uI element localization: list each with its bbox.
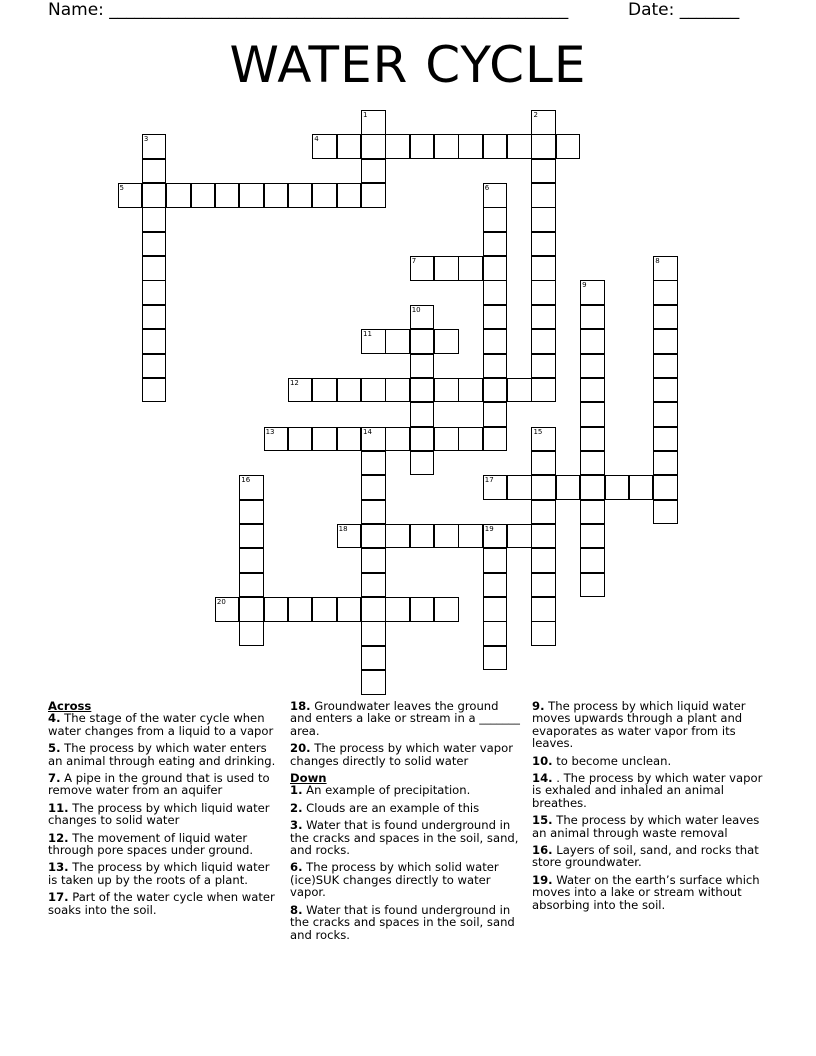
- crossword-cell[interactable]: [653, 305, 678, 330]
- crossword-cell[interactable]: [507, 524, 532, 549]
- clue-text: Groundwater leaves the ground and enters a lake or stream in a _______ area.: [290, 699, 520, 738]
- clue-number: 2.: [290, 800, 303, 815]
- crossword-cell[interactable]: [385, 134, 410, 159]
- crossword-cell[interactable]: [531, 159, 556, 184]
- crossword-cell[interactable]: [483, 256, 508, 281]
- crossword-cell[interactable]: [410, 427, 435, 452]
- crossword-cell[interactable]: [337, 427, 362, 452]
- crossword-cell[interactable]: [410, 305, 435, 330]
- crossword-cell[interactable]: [288, 183, 313, 208]
- crossword-cell[interactable]: [483, 646, 508, 671]
- crossword-cell[interactable]: [507, 134, 532, 159]
- crossword-cell[interactable]: [531, 183, 556, 208]
- clue-number-label: 11: [363, 330, 372, 339]
- clue-item: [532, 700, 764, 750]
- crossword-cell[interactable]: [458, 256, 483, 281]
- crossword-cell[interactable]: [434, 597, 459, 622]
- crossword-cell[interactable]: [531, 548, 556, 573]
- crossword-cell[interactable]: [410, 402, 435, 427]
- clue-number: 17.: [48, 890, 69, 905]
- crossword-cell[interactable]: [410, 134, 435, 159]
- crossword-cell[interactable]: [629, 475, 654, 500]
- crossword-cell[interactable]: [605, 475, 630, 500]
- crossword-cell[interactable]: [312, 597, 337, 622]
- crossword-cell[interactable]: [312, 134, 337, 159]
- clue-item: [290, 700, 522, 737]
- crossword-cell[interactable]: [653, 378, 678, 403]
- crossword-cell[interactable]: [483, 402, 508, 427]
- crossword-cell[interactable]: [191, 183, 216, 208]
- clue-item: [48, 742, 280, 767]
- crossword-cell[interactable]: [361, 500, 386, 525]
- crossword-cell[interactable]: [653, 475, 678, 500]
- crossword-cell[interactable]: [288, 427, 313, 452]
- clue-item: [290, 819, 522, 856]
- crossword-cell[interactable]: [410, 378, 435, 403]
- clue-number-label: 3: [143, 135, 149, 144]
- clue-text: Water that is found underground in the cracks and spaces in the soil, sand and rocks.: [290, 902, 515, 942]
- crossword-cell[interactable]: [653, 427, 678, 452]
- clue-text: Water on the earth’s surface which moves into a lake or stream without absorbing into the soil.: [532, 872, 760, 912]
- crossword-cell[interactable]: [531, 500, 556, 525]
- crossword-cell[interactable]: [483, 378, 508, 403]
- clue-text: An example of precipitation.: [306, 783, 471, 798]
- clue-text: The process by which liquid water changes to solid water: [48, 800, 270, 828]
- crossword-cell[interactable]: [385, 427, 410, 452]
- crossword-cell[interactable]: [312, 183, 337, 208]
- crossword-cell[interactable]: [337, 597, 362, 622]
- crossword-cell[interactable]: [239, 573, 264, 598]
- crossword-cell[interactable]: [361, 524, 386, 549]
- crossword-cell[interactable]: [507, 378, 532, 403]
- crossword-cell[interactable]: [531, 427, 556, 452]
- clue-item: [532, 814, 764, 839]
- clue-number-label: 1: [363, 111, 368, 119]
- crossword-cell[interactable]: [410, 597, 435, 622]
- crossword-cell[interactable]: [483, 134, 508, 159]
- clue-number: 19.: [532, 872, 553, 887]
- crossword-cell[interactable]: [580, 305, 605, 330]
- crossword-cell[interactable]: [531, 305, 556, 330]
- clue-item: [48, 832, 280, 857]
- crossword-cell[interactable]: [458, 427, 483, 452]
- crossword-cell[interactable]: [361, 427, 386, 452]
- clue-number-label: 9: [582, 281, 587, 290]
- crossword-cell[interactable]: [653, 280, 678, 305]
- crossword-cell[interactable]: [239, 500, 264, 525]
- crossword-cell[interactable]: [653, 451, 678, 476]
- crossword-cell[interactable]: [361, 110, 386, 135]
- clue-item: [290, 861, 522, 898]
- crossword-cell[interactable]: [264, 597, 289, 622]
- clue-number: 3.: [290, 818, 303, 833]
- crossword-cell[interactable]: [434, 256, 459, 281]
- crossword-cell[interactable]: [142, 280, 167, 305]
- crossword-cell[interactable]: [483, 280, 508, 305]
- crossword-cell[interactable]: [507, 475, 532, 500]
- clue-item: [48, 891, 280, 916]
- clue-number: 18.: [290, 699, 311, 713]
- crossword-cell[interactable]: [361, 670, 386, 695]
- crossword-cell[interactable]: [531, 573, 556, 598]
- crossword-cell[interactable]: [531, 329, 556, 354]
- crossword-cell[interactable]: [239, 548, 264, 573]
- crossword-cell[interactable]: [434, 524, 459, 549]
- crossword-cell[interactable]: [434, 378, 459, 403]
- crossword-cell[interactable]: [434, 134, 459, 159]
- clue-number: 15.: [532, 813, 553, 828]
- crossword-cell[interactable]: [361, 475, 386, 500]
- crossword-cell[interactable]: [434, 329, 459, 354]
- crossword-cell[interactable]: [142, 159, 167, 184]
- crossword-cell[interactable]: [410, 256, 435, 281]
- crossword-cell[interactable]: [483, 329, 508, 354]
- clue-section-heading: Down: [290, 771, 327, 786]
- crossword-cell[interactable]: [410, 329, 435, 354]
- crossword-cell[interactable]: [288, 378, 313, 403]
- crossword-cell[interactable]: [337, 378, 362, 403]
- clue-number: 7.: [48, 771, 61, 786]
- clue-number-label: 15: [533, 427, 543, 436]
- crossword-cell[interactable]: [361, 183, 386, 208]
- crossword-cell[interactable]: [142, 354, 167, 379]
- clue-number-label: 6: [484, 184, 490, 193]
- page-title: WATER CYCLE: [229, 36, 587, 94]
- clue-text: Water that is found underground in the cracks and spaces in the soil, sand, and rocks.: [290, 818, 519, 858]
- crossword-cell[interactable]: [337, 183, 362, 208]
- crossword-cell[interactable]: [531, 207, 556, 232]
- crossword-cell[interactable]: [531, 134, 556, 159]
- crossword-cell[interactable]: [361, 378, 386, 403]
- clue-item: [532, 772, 764, 809]
- crossword-cell[interactable]: [580, 500, 605, 525]
- crossword-cell[interactable]: [361, 573, 386, 598]
- crossword-cell[interactable]: [483, 183, 508, 208]
- clue-section-heading: Across: [48, 699, 92, 713]
- crossword-cell[interactable]: [361, 159, 386, 184]
- clue-text: The process by which water leaves an animal through waste removal: [532, 813, 760, 840]
- crossword-cell[interactable]: [580, 548, 605, 573]
- crossword-cell[interactable]: [483, 597, 508, 622]
- crossword-cell[interactable]: [410, 524, 435, 549]
- crossword-cell[interactable]: [361, 548, 386, 573]
- crossword-cell[interactable]: [531, 110, 556, 135]
- crossword-cell[interactable]: [556, 134, 581, 159]
- crossword-cell[interactable]: [531, 256, 556, 281]
- clue-number-label: 8: [655, 257, 660, 266]
- clue-item: [290, 904, 522, 941]
- clue-number: 6.: [290, 860, 303, 875]
- crossword-cell[interactable]: [653, 329, 678, 354]
- clue-item: [290, 742, 522, 767]
- clue-item: [48, 861, 280, 886]
- crossword-cell[interactable]: [142, 134, 167, 159]
- clue-number-label: 7: [411, 257, 417, 266]
- clue-text: The movement of liquid water through pore spaces under ground.: [48, 830, 254, 858]
- crossword-cell[interactable]: [531, 280, 556, 305]
- clue-number: 13.: [48, 860, 69, 875]
- crossword-cell[interactable]: [483, 524, 508, 549]
- clue-text: The process by which liquid water moves upwards through a plant and evaporates as water vapor from its leaves.: [532, 699, 746, 751]
- clue-item: [532, 755, 764, 767]
- crossword-cell[interactable]: [361, 646, 386, 671]
- crossword-cell[interactable]: [239, 597, 264, 622]
- crossword-cell[interactable]: [410, 354, 435, 379]
- clue-number-label: 19: [484, 524, 494, 533]
- clue-number: 9.: [532, 699, 545, 713]
- clue-number: 4.: [48, 711, 61, 726]
- crossword-cell[interactable]: [337, 134, 362, 159]
- crossword-cell[interactable]: [580, 378, 605, 403]
- clue-number-label: 17: [484, 476, 494, 485]
- crossword-cell[interactable]: [580, 280, 605, 305]
- crossword-cell[interactable]: [580, 524, 605, 549]
- clue-item: [290, 802, 522, 814]
- clue-number-label: 20: [216, 598, 226, 606]
- crossword-cell[interactable]: [483, 354, 508, 379]
- crossword-cell[interactable]: [239, 524, 264, 549]
- crossword-cell[interactable]: [580, 451, 605, 476]
- crossword-cell[interactable]: [483, 475, 508, 500]
- clue-number: 14.: [532, 771, 553, 786]
- crossword-cell[interactable]: [483, 573, 508, 598]
- crossword-cell[interactable]: [288, 597, 313, 622]
- crossword-cell[interactable]: [580, 427, 605, 452]
- clue-text: Layers of soil, sand, and rocks that store groundwater.: [532, 843, 759, 870]
- crossword-cell[interactable]: [531, 232, 556, 257]
- clue-number: 1.: [290, 783, 303, 798]
- clue-text: . The process by which water vapor is exhaled and inhaled an animal breathes.: [532, 771, 763, 810]
- clue-number: 10.: [532, 753, 553, 768]
- clue-number: 12.: [48, 830, 69, 845]
- crossword-cell[interactable]: [142, 232, 167, 257]
- crossword-cell[interactable]: [264, 427, 289, 452]
- crossword-cell[interactable]: [531, 524, 556, 549]
- clue-text: The process by which water enters an animal through eating and drinking.: [48, 741, 276, 768]
- crossword-cell[interactable]: [410, 451, 435, 476]
- crossword-cell[interactable]: [337, 524, 362, 549]
- clue-number: 16.: [532, 843, 553, 858]
- crossword-cell[interactable]: [312, 427, 337, 452]
- clue-text: The process by which water vapor changes directly to solid water: [290, 741, 513, 768]
- clue-number-label: 14: [363, 427, 372, 436]
- crossword-cell[interactable]: [385, 378, 410, 403]
- crossword-cell[interactable]: [531, 597, 556, 622]
- crossword-cell[interactable]: [653, 256, 678, 281]
- crossword-cell[interactable]: [483, 207, 508, 232]
- crossword-cell[interactable]: [653, 402, 678, 427]
- clue-item: [532, 874, 764, 911]
- crossword-cell[interactable]: [215, 183, 240, 208]
- clue-number-label: 4: [314, 135, 319, 144]
- crossword-cell[interactable]: [142, 329, 167, 354]
- crossword-cell[interactable]: [239, 621, 264, 646]
- crossword-cell[interactable]: [653, 500, 678, 525]
- clue-number: 11.: [48, 800, 69, 815]
- crossword-cell[interactable]: [458, 524, 483, 549]
- crossword-cell[interactable]: [215, 597, 240, 622]
- clue-column-3: [532, 700, 764, 916]
- crossword-cell[interactable]: [483, 427, 508, 452]
- clue-item: [532, 844, 764, 869]
- clue-column-2: [290, 700, 522, 946]
- crossword-cell[interactable]: [531, 475, 556, 500]
- crossword-cell[interactable]: [531, 451, 556, 476]
- clue-text: Part of the water cycle when water soaks into the soil.: [48, 890, 275, 917]
- crossword-cell[interactable]: [361, 451, 386, 476]
- clue-text: The stage of the water cycle when water changes from a liquid to a vapor: [48, 711, 274, 738]
- clue-number-label: 2: [533, 111, 538, 119]
- crossword-cell[interactable]: [166, 183, 191, 208]
- clue-number: 20.: [290, 741, 311, 756]
- clue-text: to become unclean.: [556, 753, 672, 768]
- crossword-cell[interactable]: [142, 256, 167, 281]
- clue-number-label: 10: [411, 305, 421, 314]
- crossword-cell[interactable]: [239, 183, 264, 208]
- crossword-cell[interactable]: [556, 475, 581, 500]
- clue-number-label: 13: [265, 427, 275, 436]
- clue-item: [48, 712, 280, 737]
- crossword-cell[interactable]: [264, 183, 289, 208]
- clue-text: Clouds are an example of this: [306, 800, 480, 815]
- crossword-cell[interactable]: [142, 305, 167, 330]
- crossword-cell[interactable]: [580, 354, 605, 379]
- crossword-cell[interactable]: [531, 354, 556, 379]
- crossword-cell[interactable]: [483, 548, 508, 573]
- crossword-cell[interactable]: [531, 378, 556, 403]
- clue-item: [290, 784, 522, 796]
- crossword-cell[interactable]: [580, 573, 605, 598]
- clue-text: A pipe in the ground that is used to remove water from an aquifer: [48, 771, 270, 798]
- crossword-cell[interactable]: [385, 524, 410, 549]
- name-field[interactable]: Name: ______________________________________________________: [48, 0, 569, 20]
- clue-item: [48, 772, 280, 797]
- clue-text: The process by which liquid water is taken up by the roots of a plant.: [48, 860, 270, 887]
- crossword-cell[interactable]: [118, 183, 143, 208]
- crossword-cell[interactable]: [483, 621, 508, 646]
- crossword-cell[interactable]: [580, 402, 605, 427]
- crossword-cell[interactable]: [239, 475, 264, 500]
- crossword-cell[interactable]: [580, 329, 605, 354]
- crossword-cell[interactable]: [483, 232, 508, 257]
- clue-number-label: 16: [241, 476, 251, 485]
- clue-number: 5.: [48, 741, 61, 756]
- crossword-cell[interactable]: [458, 134, 483, 159]
- clue-item: [48, 802, 280, 827]
- crossword-cell[interactable]: [142, 207, 167, 232]
- clue-number: 8.: [290, 902, 303, 917]
- clue-number-label: 18: [338, 524, 348, 533]
- crossword-cell[interactable]: [142, 378, 167, 403]
- crossword-cell[interactable]: [434, 427, 459, 452]
- crossword-cell[interactable]: [361, 134, 386, 159]
- crossword-cell[interactable]: [142, 183, 167, 208]
- clue-number-label: 5: [119, 184, 124, 193]
- crossword-cell[interactable]: [580, 475, 605, 500]
- crossword-cell[interactable]: [312, 378, 337, 403]
- date-field[interactable]: Date: _______: [628, 0, 740, 20]
- crossword-cell[interactable]: [653, 354, 678, 379]
- crossword-cell[interactable]: [361, 597, 386, 622]
- crossword-cell[interactable]: [385, 597, 410, 622]
- crossword-cell[interactable]: [531, 621, 556, 646]
- crossword-cell[interactable]: [483, 305, 508, 330]
- crossword-cell[interactable]: [385, 329, 410, 354]
- clue-column-1: [48, 700, 280, 921]
- clue-number-label: 12: [289, 378, 299, 387]
- crossword-cell[interactable]: [458, 378, 483, 403]
- crossword-cell[interactable]: [361, 329, 386, 354]
- crossword-cell[interactable]: [361, 621, 386, 646]
- clue-text: The process by which solid water (ice)SUK changes directly to water vapor.: [290, 860, 499, 900]
